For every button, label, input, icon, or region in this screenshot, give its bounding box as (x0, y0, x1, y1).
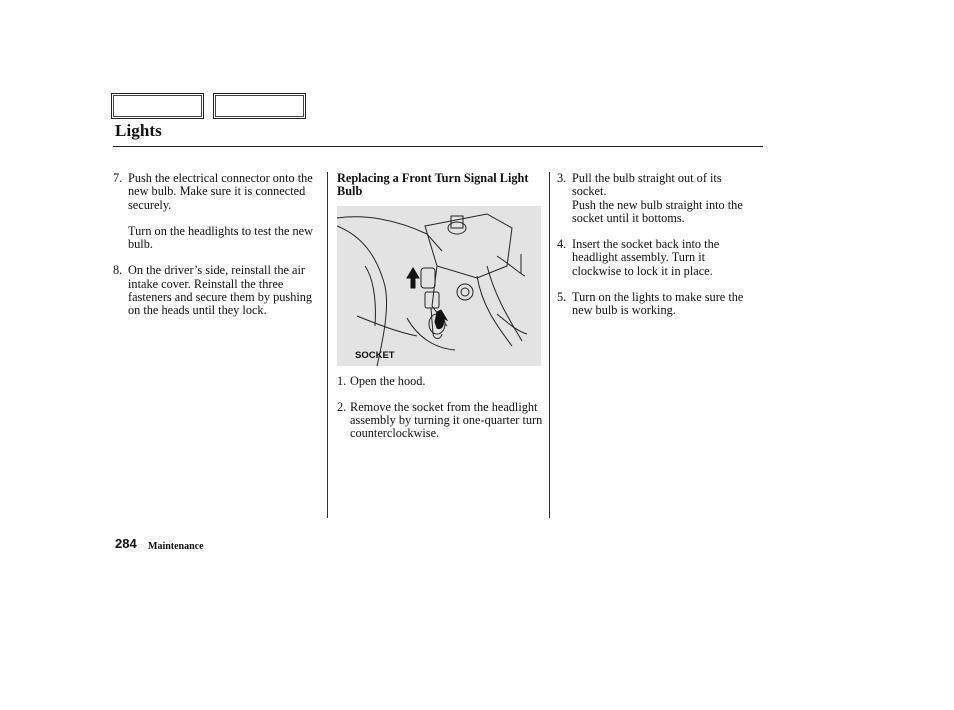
step-4 (557, 238, 757, 278)
step-text: Open the hood. (350, 373, 426, 388)
column-divider (549, 172, 550, 518)
step-3 (557, 172, 757, 225)
step-number: 2. (337, 399, 347, 414)
step-text: On the driver’s side, reinstall the air intake cover. Reinstall the three fasteners and secure them by pushing on the heads until they lock. (128, 263, 313, 318)
step-text: Remove the socket from the headlight assembly by turning it one-quarter turn counterclockwise. (350, 399, 543, 441)
column-divider (327, 172, 328, 518)
step-1 (337, 375, 543, 388)
step-number: 8. (113, 263, 123, 278)
step-5 (557, 291, 757, 318)
nav-tab-next[interactable] (213, 93, 306, 119)
column-right (557, 172, 757, 331)
step-number: 4. (557, 237, 567, 252)
title-divider (113, 146, 763, 147)
page-number: 284 (115, 536, 137, 551)
nav-tab-previous[interactable] (111, 93, 204, 119)
page-title: Lights (115, 121, 162, 140)
section-name: Maintenance (148, 541, 204, 552)
step-7 (113, 172, 318, 251)
figure-label: SOCKET (355, 349, 395, 361)
step-2 (337, 401, 543, 441)
step-text: Turn on the lights to make sure the new bulb is working. (572, 290, 744, 318)
column-middle (337, 172, 543, 454)
section-subheading: Replacing a Front Turn Signal Light Bulb (337, 171, 529, 199)
step-number: 1. (337, 373, 347, 388)
socket-illustration (337, 206, 541, 366)
step-note: Turn on the headlights to test the new bulb. (128, 223, 314, 252)
column-left (113, 172, 318, 331)
step-text: Push the electrical connector onto the new bulb. Make sure it is connected securely. (128, 171, 313, 212)
step-text: Pull the bulb straight out of its socket. (572, 171, 722, 199)
step-number: 5. (557, 290, 567, 305)
step-number: 3. (557, 171, 567, 185)
step-text: Insert the socket back into the headlight assembly. Turn it clockwise to lock it in place. (572, 237, 720, 278)
step-8 (113, 264, 318, 317)
step-note: Push the new bulb straight into the socket until it bottoms. (572, 197, 743, 225)
step-number: 7. (113, 171, 123, 185)
engine-bay-drawing (337, 206, 541, 366)
